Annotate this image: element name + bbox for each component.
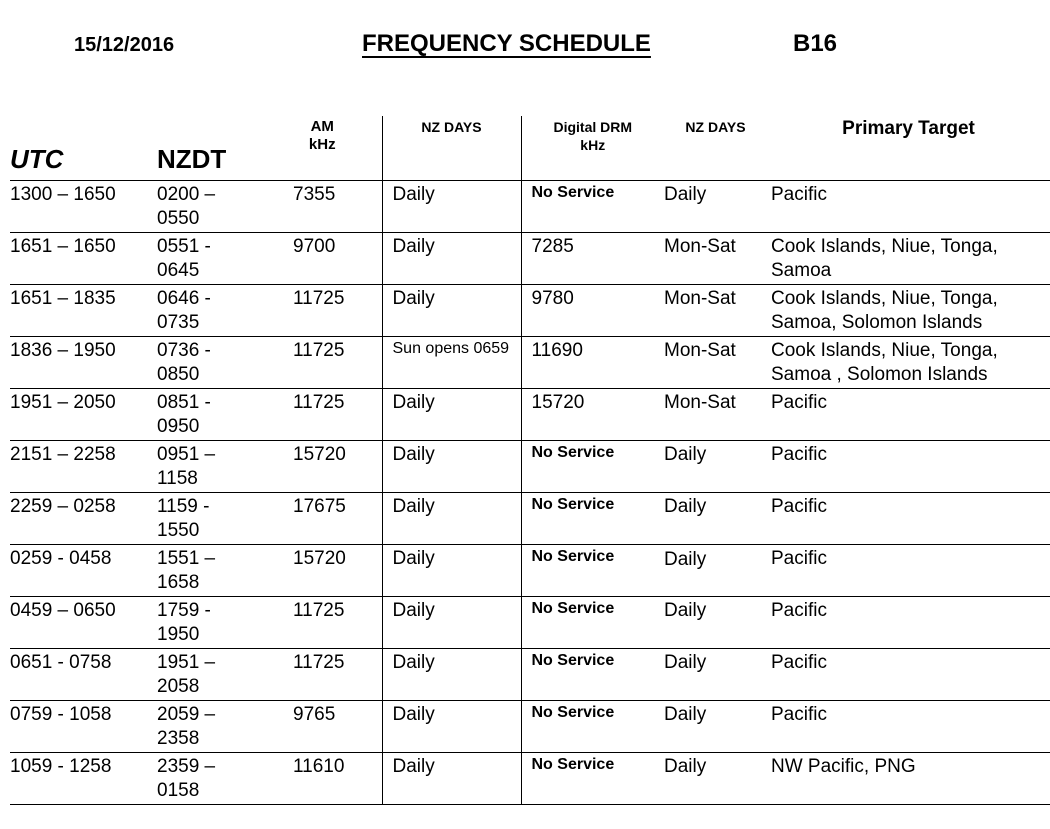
cell-drm-khz: No Service: [521, 492, 664, 544]
table-row: [10, 284, 1050, 336]
col-header-am: [293, 116, 382, 180]
cell-nz-days: Daily: [382, 596, 521, 648]
cell-nz-days-2: Daily: [664, 755, 707, 777]
cell-nz-days-2: Daily: [664, 183, 707, 205]
cell-drm-khz: No Service: [521, 700, 664, 752]
cell-primary-target: Cook Islands, Niue, Tonga, Samoa, Solomon Islands: [771, 287, 998, 333]
cell-nzdt-line2: 0735: [157, 311, 200, 333]
cell-nzdt-line2: 1550: [157, 519, 200, 541]
cell-nzdt: [157, 232, 293, 284]
cell-utc: 0759 - 1058: [10, 703, 112, 725]
col-header-am-line1: AM: [310, 118, 334, 135]
cell-nzdt: [157, 648, 293, 700]
col-header-nz-days-2: NZ DAYS: [685, 119, 746, 135]
cell-nzdt-line1: 1951 –: [157, 651, 216, 673]
col-header-drm-line2: kHz: [580, 137, 606, 153]
cell-primary-target: Cook Islands, Niue, Tonga, Samoa , Solomon Islands: [771, 339, 998, 385]
cell-utc: 2151 – 2258: [10, 443, 116, 465]
table-row: [10, 440, 1050, 492]
cell-nzdt-line2: 2358: [157, 727, 200, 749]
table-row: [10, 752, 1050, 804]
col-header-drm-line1: Digital DRM: [553, 119, 633, 135]
cell-primary-target: Pacific: [771, 703, 827, 725]
cell-primary-target: Pacific: [771, 651, 827, 673]
table-row: [10, 388, 1050, 440]
cell-nzdt-line1: 0736 -: [157, 339, 211, 361]
cell-drm-khz: No Service: [521, 596, 664, 648]
cell-am-khz: 17675: [293, 495, 346, 517]
cell-primary-target: Pacific: [771, 599, 827, 621]
cell-nzdt: [157, 752, 293, 804]
cell-nzdt-line2: 1158: [157, 467, 198, 489]
schedule-code: B16: [793, 30, 838, 57]
cell-utc: 1300 – 1650: [10, 183, 116, 205]
cell-primary-target: Pacific: [771, 547, 827, 569]
cell-utc: 2259 – 0258: [10, 495, 116, 517]
cell-nzdt-line1: 0646 -: [157, 287, 211, 309]
col-header-am-line2: kHz: [308, 136, 336, 153]
cell-nzdt-line1: 0551 -: [157, 235, 211, 257]
col-header-nz-days: NZ DAYS: [382, 116, 521, 180]
cell-nzdt-line1: 0851 -: [157, 391, 211, 413]
cell-nzdt-line2: 0950: [157, 415, 200, 437]
table-row: [10, 700, 1050, 752]
cell-nz-days: Daily: [382, 700, 521, 752]
frequency-schedule-table: [10, 116, 1050, 805]
cell-nzdt-line2: 0550: [157, 207, 200, 229]
cell-nz-days-2: Daily: [664, 599, 707, 621]
cell-primary-target: Pacific: [771, 495, 827, 517]
table-row: [10, 596, 1050, 648]
cell-am-khz: 11725: [293, 651, 345, 673]
cell-nzdt-line2: 2058: [157, 675, 200, 697]
cell-nzdt-line1: 1159 -: [157, 495, 210, 517]
cell-nz-days: Daily: [382, 440, 521, 492]
cell-nzdt: [157, 700, 293, 752]
cell-nzdt: [157, 388, 293, 440]
col-header-utc: UTC: [10, 144, 64, 174]
cell-primary-target: Pacific: [771, 391, 827, 413]
cell-nz-days: Daily: [382, 544, 521, 596]
cell-nzdt: [157, 180, 293, 232]
cell-nz-days: Daily: [382, 232, 521, 284]
cell-utc: 1651 – 1835: [10, 287, 116, 309]
cell-drm-khz: No Service: [521, 440, 664, 492]
col-header-drm: [521, 116, 664, 180]
cell-utc: 1836 – 1950: [10, 339, 116, 361]
cell-utc: 1059 - 1258: [10, 755, 112, 777]
cell-primary-target: Pacific: [771, 183, 827, 205]
cell-nzdt-line1: 2359 –: [157, 755, 216, 777]
cell-am-khz: 11610: [293, 755, 345, 777]
cell-nz-days-2: Daily: [664, 703, 707, 725]
cell-drm-khz: No Service: [521, 648, 664, 700]
table-row: [10, 544, 1050, 596]
cell-am-khz: 11725: [293, 339, 345, 361]
table-header-row: [10, 116, 1050, 180]
cell-drm-khz: No Service: [521, 180, 664, 232]
schedule-title: FREQUENCY SCHEDULE: [362, 30, 651, 57]
cell-nz-days-2: Mon-Sat: [664, 287, 736, 309]
cell-nzdt-line2: 0158: [157, 779, 200, 801]
cell-nz-days-2: Mon-Sat: [664, 339, 736, 361]
cell-primary-target: Pacific: [771, 443, 827, 465]
cell-am-khz: 11725: [293, 287, 345, 309]
cell-nz-days: Daily: [382, 492, 521, 544]
cell-nzdt-line1: 1551 –: [157, 547, 216, 569]
cell-nzdt-line2: 1658: [157, 571, 200, 593]
cell-drm-khz: 9780: [521, 284, 664, 336]
cell-drm-khz: 15720: [521, 388, 664, 440]
cell-utc: 1651 – 1650: [10, 235, 116, 257]
table-row: [10, 232, 1050, 284]
table-row: [10, 492, 1050, 544]
cell-nzdt: [157, 596, 293, 648]
cell-nz-days-2: Daily: [664, 548, 707, 570]
cell-nzdt-line2: 0850: [157, 363, 200, 385]
cell-drm-khz: 11690: [521, 336, 664, 388]
cell-am-khz: 15720: [293, 443, 346, 465]
table-row: [10, 180, 1050, 232]
cell-nzdt: [157, 544, 293, 596]
cell-drm-khz: No Service: [521, 752, 664, 804]
cell-nzdt-line1: 2059 –: [157, 703, 216, 725]
cell-am-khz: 15720: [293, 547, 346, 569]
cell-nz-days: Daily: [382, 752, 521, 804]
cell-nzdt: [157, 440, 293, 492]
cell-utc: 0651 - 0758: [10, 651, 112, 673]
cell-drm-khz: 7285: [521, 232, 664, 284]
cell-am-khz: 11725: [293, 599, 345, 621]
schedule-date: 15/12/2016: [74, 34, 175, 56]
cell-nz-days-2: Daily: [664, 495, 707, 517]
cell-utc: 0459 – 0650: [10, 599, 116, 621]
cell-am-khz: 9765: [293, 703, 336, 725]
cell-nzdt-line1: 1759 -: [157, 599, 211, 621]
cell-nz-days-2: Daily: [664, 443, 707, 465]
col-header-nzdt: NZDT: [157, 144, 227, 174]
cell-drm-khz: No Service: [521, 544, 664, 596]
cell-am-khz: 7355: [293, 183, 336, 205]
cell-nzdt: [157, 492, 293, 544]
cell-nz-days: Daily: [382, 284, 521, 336]
cell-nzdt-line2: 0645: [157, 259, 200, 281]
col-header-primary-target: Primary Target: [842, 118, 975, 139]
cell-nzdt: [157, 336, 293, 388]
cell-nzdt-line1: 0951 –: [157, 443, 216, 465]
cell-nzdt: [157, 284, 293, 336]
cell-nz-days: Sun opens 0659: [382, 336, 521, 388]
cell-nz-days: Daily: [382, 388, 521, 440]
table-row: [10, 648, 1050, 700]
cell-primary-target: NW Pacific, PNG: [771, 755, 916, 777]
cell-nzdt-line1: 0200 –: [157, 183, 216, 205]
table-row: [10, 336, 1050, 388]
cell-am-khz: 9700: [293, 235, 336, 257]
cell-am-khz: 11725: [293, 391, 345, 413]
cell-nz-days-2: Mon-Sat: [664, 235, 736, 257]
cell-nz-days: Daily: [382, 180, 521, 232]
cell-utc: 0259 - 0458: [10, 547, 112, 569]
cell-nz-days-2: Mon-Sat: [664, 391, 736, 413]
cell-nz-days: Daily: [382, 648, 521, 700]
cell-nzdt-line2: 1950: [157, 623, 200, 645]
cell-primary-target: Cook Islands, Niue, Tonga, Samoa: [771, 235, 998, 281]
cell-nz-days-2: Daily: [664, 651, 707, 673]
cell-utc: 1951 – 2050: [10, 391, 116, 413]
